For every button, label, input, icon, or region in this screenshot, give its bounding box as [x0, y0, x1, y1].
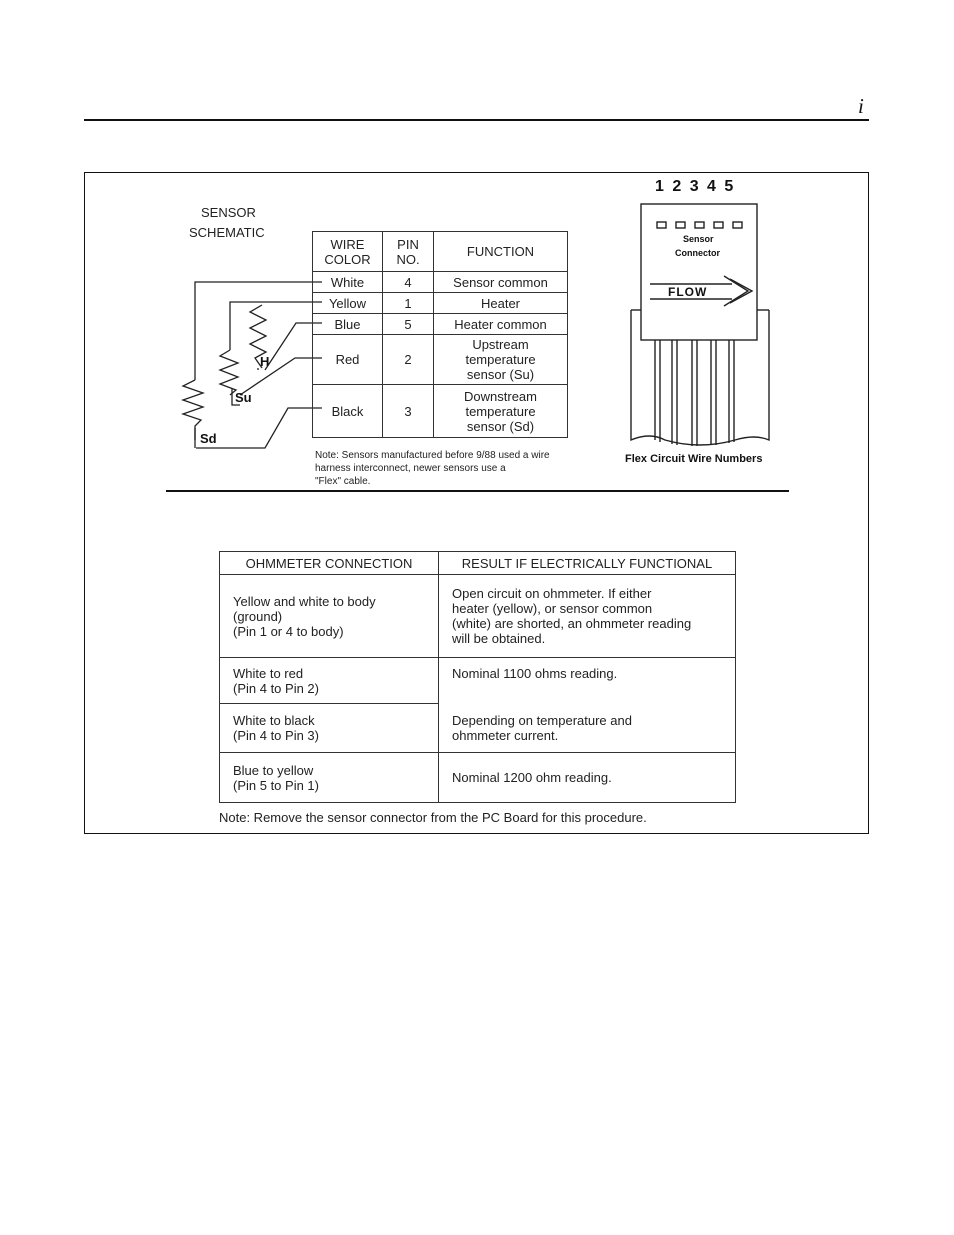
flow-label: FLOW — [668, 285, 708, 299]
pin-no: 2 — [383, 335, 434, 385]
connector-pin-numbers: 1 2 3 4 5 — [655, 178, 736, 195]
wire-color: Black — [313, 385, 383, 438]
ohmmeter-table — [219, 551, 736, 803]
schematic-title-line2: SCHEMATIC — [189, 225, 265, 240]
pin-no: 5 — [383, 314, 434, 335]
header-pin-no: PIN NO. — [383, 232, 434, 272]
wire-color: White — [313, 272, 383, 293]
ohm-result: Nominal 1200 ohm reading. — [439, 753, 736, 803]
table-row — [220, 575, 736, 658]
ohm-connection: Yellow and white to body (ground) (Pin 1 or 4 to body) — [220, 575, 439, 658]
header-ohmmeter-connection: OHMMETER CONNECTION — [220, 552, 439, 575]
connector-label-line1: Sensor — [683, 234, 714, 244]
ohm-table-note: Note: Remove the sensor connector from the PC Board for this procedure. — [219, 810, 647, 825]
section-divider — [166, 490, 789, 492]
function: Upstream temperature sensor (Su) — [434, 335, 568, 385]
ohm-connection: White to red (Pin 4 to Pin 2) — [220, 658, 439, 704]
label-sd: Sd — [200, 431, 217, 446]
label-heater: H — [260, 354, 270, 369]
function: Sensor common — [434, 272, 568, 293]
wire-color: Blue — [313, 314, 383, 335]
header-function: FUNCTION — [434, 232, 568, 272]
page-number: i — [858, 94, 864, 118]
flex-circuit-caption: Flex Circuit Wire Numbers — [625, 453, 763, 465]
wire-color: Yellow — [313, 293, 383, 314]
function: Heater common — [434, 314, 568, 335]
ohm-connection: White to black (Pin 4 to Pin 3) — [220, 704, 439, 753]
header-result: RESULT IF ELECTRICALLY FUNCTIONAL — [439, 552, 736, 575]
ohm-result: Nominal 1100 ohms reading. — [439, 658, 736, 704]
schematic-title-line1: SENSOR — [201, 205, 256, 220]
label-su: Su — [235, 390, 252, 405]
function: Heater — [434, 293, 568, 314]
ohm-connection: Blue to yellow (Pin 5 to Pin 1) — [220, 753, 439, 803]
pin-no: 1 — [383, 293, 434, 314]
table-row — [220, 753, 736, 803]
wire-color: Red — [313, 335, 383, 385]
connector-label-line2: Connector — [675, 248, 720, 258]
pin-no: 3 — [383, 385, 434, 438]
table-row — [220, 704, 736, 753]
wire-table-note: Note: Sensors manufactured before 9/88 used a wire harness interconnect, newer sensors use a "Flex" cable. — [315, 450, 550, 487]
pin-no: 4 — [383, 272, 434, 293]
ohm-result: Open circuit on ohmmeter. If either heater (yellow), or sensor common (white) are shorted, an ohmmeter reading will be obtained. — [439, 575, 736, 658]
table-row — [220, 658, 736, 704]
header-wire-color: WIRE COLOR — [313, 232, 383, 272]
function: Downstream temperature sensor (Sd) — [434, 385, 568, 438]
ohm-result: Depending on temperature and ohmmeter current. — [439, 704, 736, 753]
